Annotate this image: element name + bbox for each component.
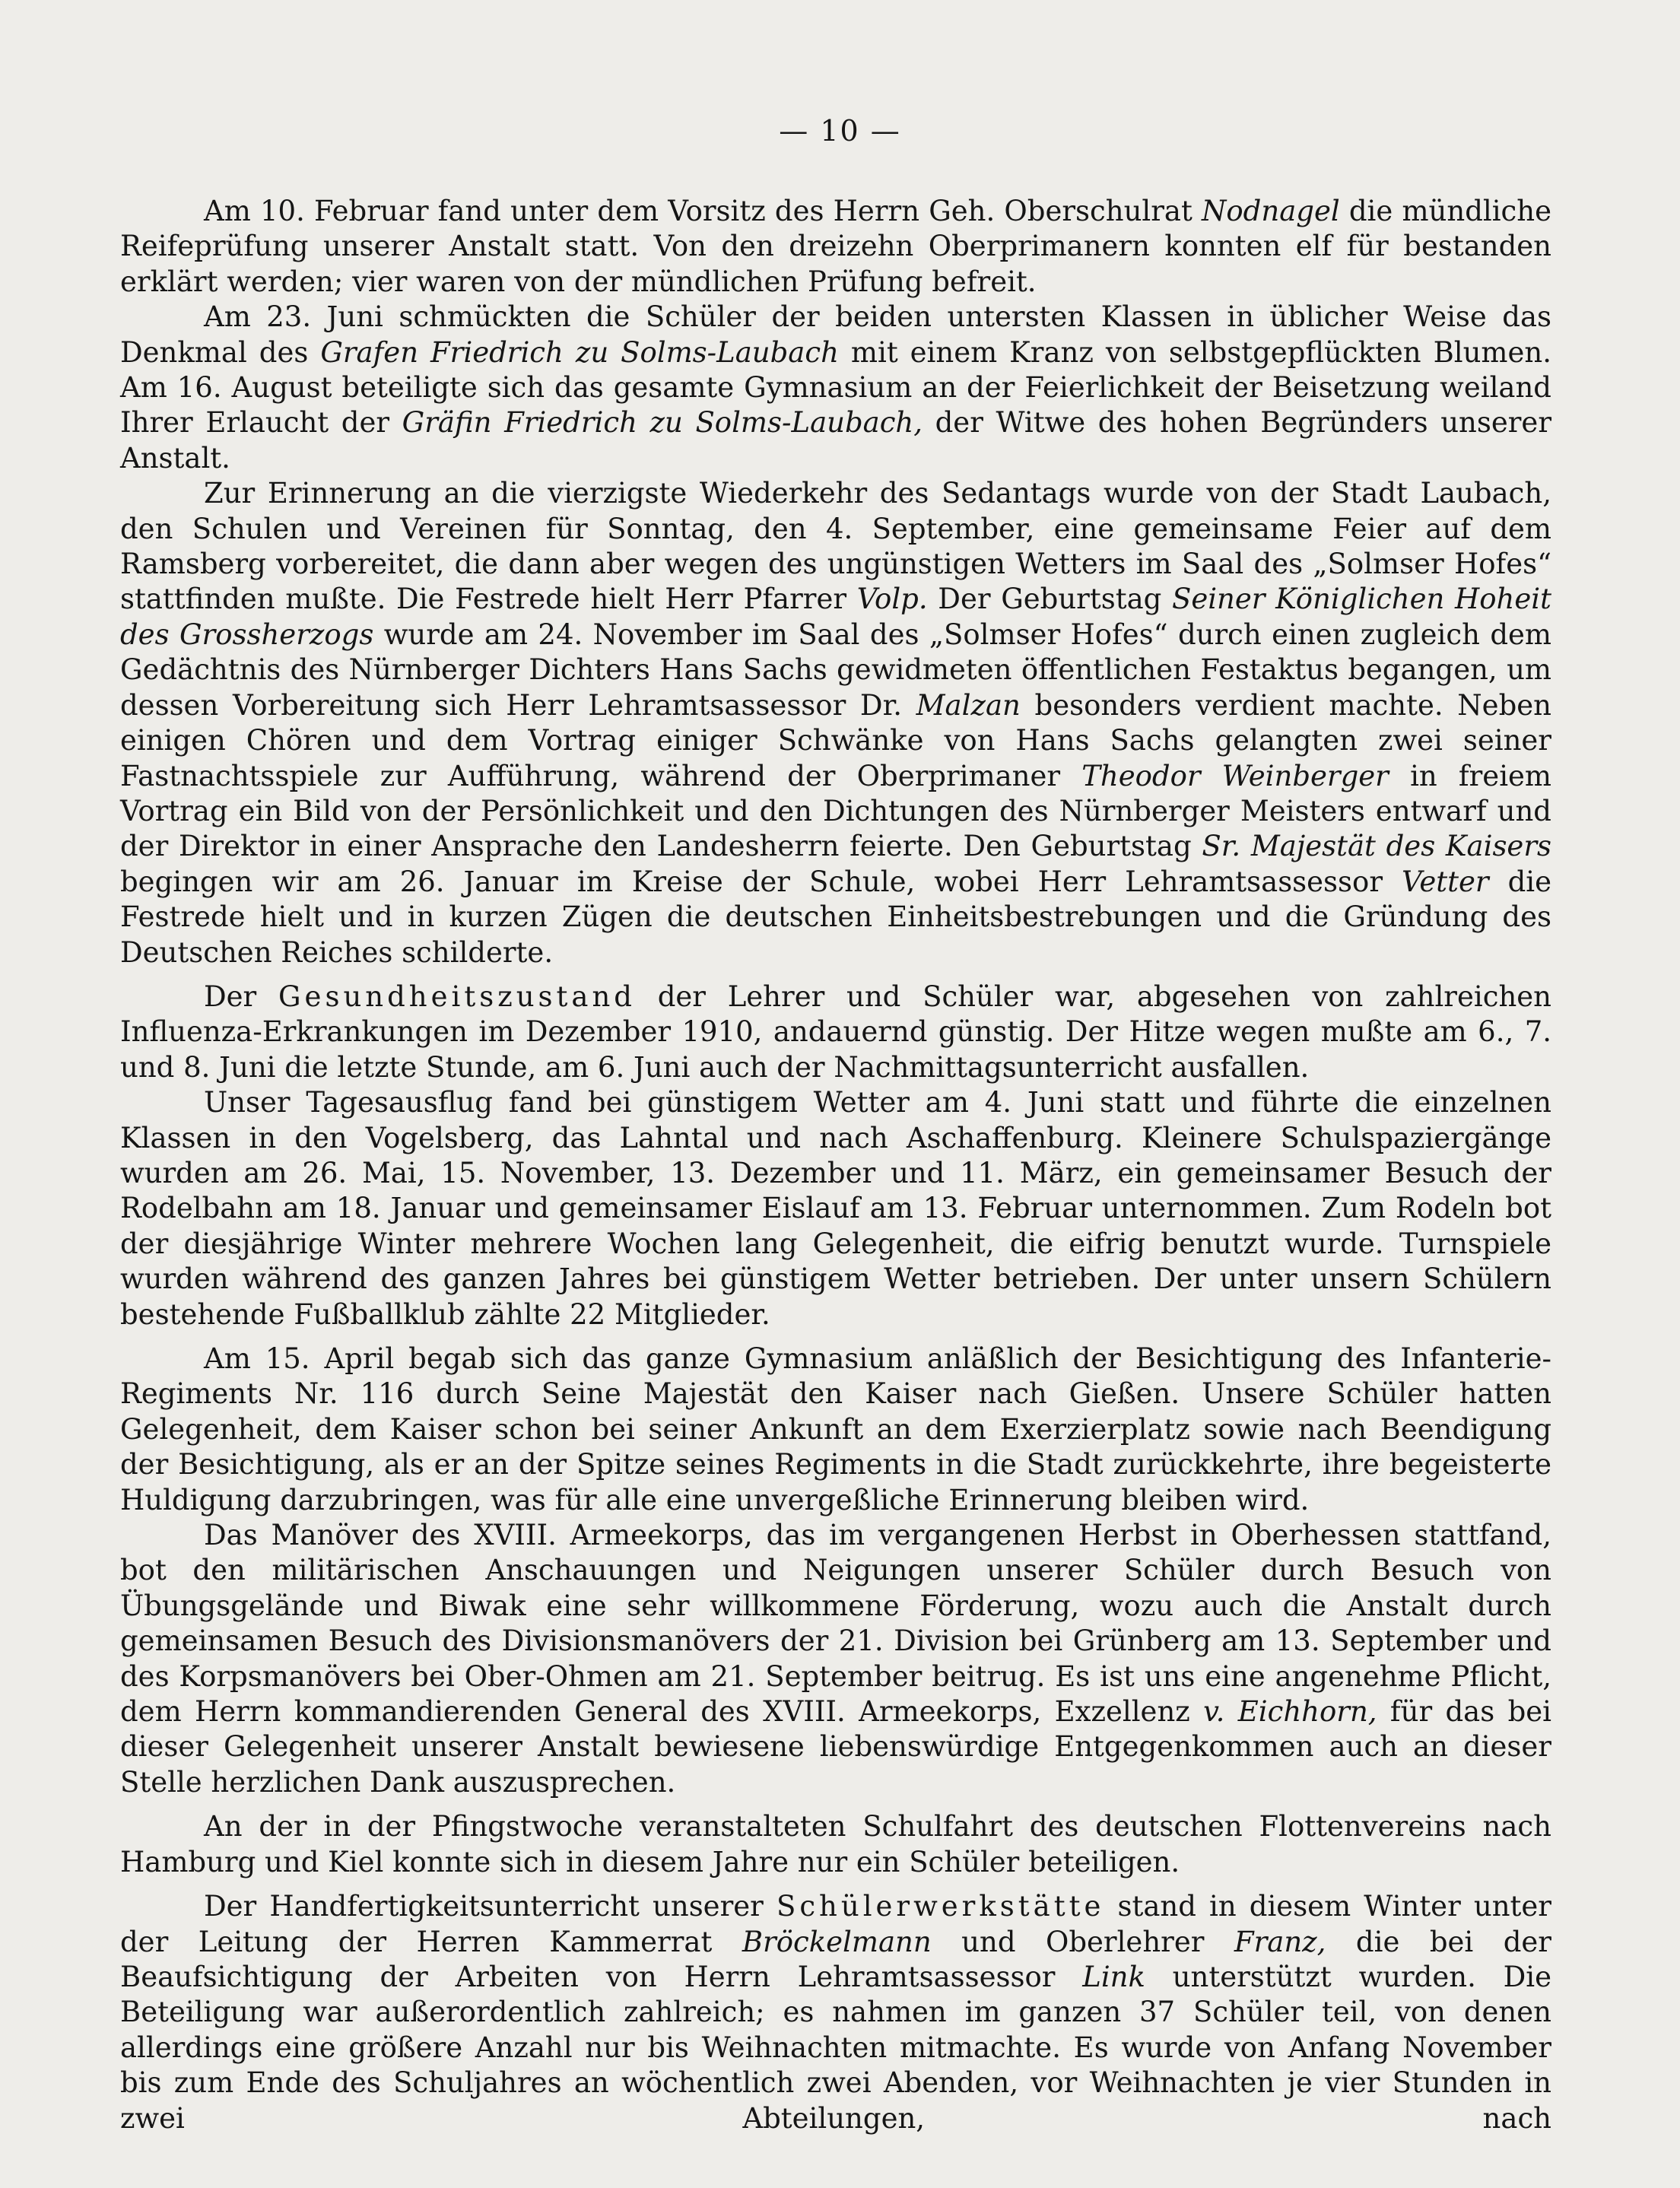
text-run: besonders verdient machte. Neben einigen Chören und dem Vortrag einiger Schwänke von Hans Sachs gelangten zwei seiner Fastnachtsspiele zur Aufführung, während der Oberprimaner (120, 688, 1551, 792)
emphasized-name: Vetter (1402, 865, 1489, 898)
paragraph (120, 1809, 1551, 1880)
text-run: Am 23. Juni schmückten die Schüler der beiden untersten Klassen in üblicher Weise das Denkmal des (120, 300, 1551, 369)
text-run: der Witwe des hohen Begründers unserer Anstalt. (120, 406, 1552, 475)
text-run: und Oberlehrer (931, 1925, 1234, 1958)
page-number: — 10 — (779, 114, 901, 148)
paragraph (120, 476, 1551, 970)
paragraph (120, 1518, 1551, 1800)
emphasized-name: Malzan (916, 688, 1021, 722)
text-run: die bei der Beaufsichtigung der Arbeiten von Herrn Lehramtsassessor (120, 1925, 1551, 1993)
text-run: Der Handfertigkeitsunterricht unserer (204, 1890, 776, 1923)
text-run: die mündliche Reifeprüfung unserer Anstalt statt. Von den dreizehn Oberprimanern konnten elf für bestanden erklärt werden; vier waren von der mündlichen Prüfung befreit. (120, 195, 1551, 298)
text-run: Am 10. Februar fand unter dem Vorsitz des Herrn Geh. Oberschulrat (204, 195, 1202, 227)
paragraph (120, 1085, 1551, 1332)
emphasized-name: Sr. Majestät des Kaisers (1202, 830, 1552, 863)
text-run: begingen wir am 26. Januar im Kreise der Schule, wobei Herr Lehramtsassessor (120, 865, 1402, 898)
paragraph (120, 980, 1551, 1085)
emphasized-name: Volp. (856, 583, 928, 616)
emphasized-name: Gräfin Friedrich zu Solms-Laubach, (402, 406, 923, 440)
emphasized-name: v. Eichhorn, (1203, 1695, 1377, 1729)
text-run: Am 15. April begab sich das ganze Gymnasium anläßlich der Besichtigung des Infanterie-Regiments Nr. 116 durch Seine Majestät den Kaiser nach Gießen. Unsere Schüler hatten Gelegenheit, dem Kaiser schon bei seiner Ankunft an dem Exerzierplatz sowie nach Beendigung der Besichtigung, als er an der Spitze seines Regiments in die Stadt zurückkehrte, ihre begeisterte Huldigung darzubringen, was für alle eine unvergeßliche Erinnerung bleiben wird. (120, 1342, 1551, 1516)
text-run: stand in diesem Winter unter der Leitung der Herren Kammerrat (120, 1890, 1551, 1958)
spaced-term: Schülerwerkstätte (776, 1890, 1105, 1923)
text-run: unterstützt wurden. Die Beteiligung war außerordentlich zahlreich; es nahmen im ganzen 37 Schüler teil, von denen allerdings eine größere Anzahl nur bis Weihnachten mitmachte. Es wurde von Anfang November bis zum Ende des Schuljahres an wöchentlich zwei Abenden, vor Weihnachten je vier Stunden in zwei Abteilungen, nach (120, 1960, 1551, 2135)
paragraph (120, 194, 1551, 300)
emphasized-name: Seiner Königlichen Hoheit des Grossherzogs (120, 583, 1551, 651)
spaced-term: Gesundheitszustand (278, 980, 636, 1013)
text-run: in freiem Vortrag ein Bild von der Persönlichkeit und den Dichtungen des Nürnberger Meisters entwarf und der Direktor in einer Ansprache den Landesherrn feierte. Den Geburtstag (120, 759, 1552, 863)
emphasized-name: Theodor Weinberger (1081, 759, 1389, 792)
text-run: Unser Tagesausflug fand bei günstigem Wetter am 4. Juni statt und führte die einzelnen Klassen in den Vogelsberg, das Lahntal und nach Aschaffenburg. Kleinere Schulspaziergänge wurden am 26. Mai, 15. November, 13. Dezember und 11. März, ein gemeinsamer Besuch der Rodelbahn am 18. Januar und gemeinsamer Eislauf am 13. Februar unternommen. Zum Rodeln bot der diesjährige Winter mehrere Wochen lang Gelegenheit, die eifrig benutzt wurde. Turnspiele wurden während des ganzen Jahres bei günstigem Wetter betrieben. Der unter unsern Schülern bestehende Fußballklub zählte 22 Mitglieder. (120, 1086, 1551, 1331)
emphasized-name: Grafen Friedrich zu Solms-Laubach (320, 335, 839, 369)
text-run: An der in der Pfingstwoche veranstalteten Schulfahrt des deutschen Flottenvereins nach Hamburg und Kiel konnte sich in diesem Jahre nur ein Schüler beteiligen. (120, 1810, 1551, 1878)
emphasized-name: Franz, (1234, 1925, 1326, 1958)
text-run: Zur Erinnerung an die vierzigste Wiederkehr des Sedantags wurde von der Stadt Laubach, den Schulen und Vereinen für Sonntag, den 4. September, eine gemeinsame Feier auf dem Ramsberg vorbereitet, die dann aber wegen des ungünstigen Wetters im Saal des „Solmser Hofes“ stattfinden mußte. Die Festrede hielt Herr Pfarrer (120, 477, 1551, 616)
emphasized-name: Nodnagel (1202, 195, 1340, 227)
paragraph (120, 1342, 1551, 1518)
paragraph (120, 300, 1551, 476)
text-run: Der (204, 980, 278, 1013)
emphasized-name: Bröckelmann (742, 1925, 932, 1958)
text-run: wurde am 24. November im Saal des „Solmser Hofes“ durch einen zugleich dem Gedächtnis des Nürnberger Dichters Hans Sachs gewidmeten öffentlichen Festaktus begangen, um dessen Vorbereitung sich Herr Lehramtsassessor Dr. (120, 618, 1552, 722)
paragraph (120, 1889, 1551, 2136)
text-run: Der Geburtstag (927, 583, 1172, 616)
body-text (120, 194, 1551, 2136)
text-run: Das Manöver des XVIII. Armeekorps, das im vergangenen Herbst in Oberhessen stattfand, bot den militärischen Anschauungen und Neigungen unserer Schüler durch Besuch von Übungsgelände und Biwak eine sehr willkommene Förderung, wozu auch die Anstalt durch gemeinsamen Besuch des Divisionsmanövers der 21. Division bei Grünberg am 13. September und des Korpsmanövers bei Ober-Ohmen am 21. September beitrug. Es ist uns eine angenehme Pflicht, dem Herrn kommandierenden General des XVIII. Armeekorps, Exzellenz (120, 1519, 1551, 1729)
text-run: für das bei dieser Gelegenheit unserer Anstalt bewiesene liebenswürdige Entgegenkommen auch an dieser Stelle herzlichen Dank auszusprechen. (120, 1695, 1551, 1799)
text-run: die Festrede hielt und in kurzen Zügen die deutschen Einheitsbestrebungen und die Gründung des Deutschen Reiches schilderte. (120, 865, 1551, 969)
emphasized-name: Link (1082, 1960, 1145, 1993)
text-run: der Lehrer und Schüler war, abgesehen von zahlreichen Influenza-Erkrankungen im Dezember 1910, andauernd günstig. Der Hitze wegen mußte am 6., 7. und 8. Juni die letzte Stunde, am 6. Juni auch der Nachmittagsunterricht ausfallen. (120, 980, 1552, 1084)
text-run: mit einem Kranz von selbstgepflückten Blumen. Am 16. August beteiligte sich das gesamte Gymnasium an der Feierlichkeit der Beisetzung weiland Ihrer Erlaucht der (120, 335, 1552, 440)
